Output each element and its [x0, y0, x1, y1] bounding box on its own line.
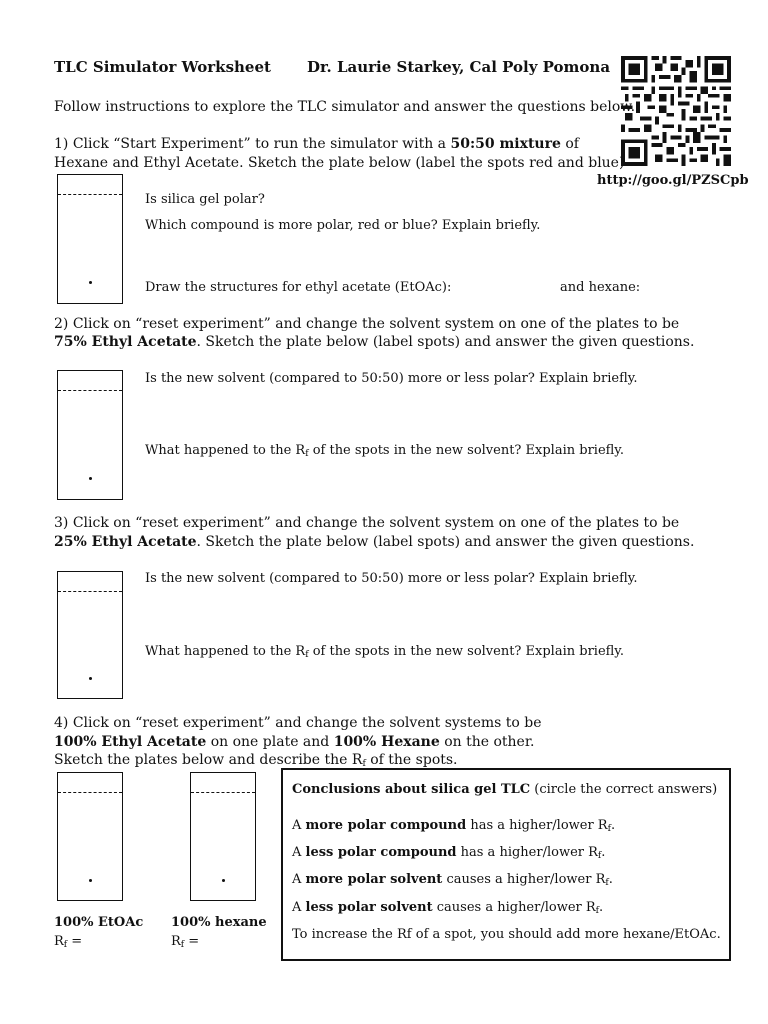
q4-line3: Sketch the plates below and describe the $R_f$ of the spots. — [54, 752, 458, 769]
q2-ask-polarity: Is the new solvent (compared to 50:50) more or less polar? Explain briefly. — [145, 371, 638, 386]
q1-ask-hexane: and hexane: — [560, 280, 641, 295]
plate-label-etoac: 100% EtOAc — [54, 915, 144, 930]
conclusions-box — [281, 768, 731, 961]
origin-spot — [222, 879, 225, 882]
qr-url[interactable]: http://goo.gl/PZSCpb — [597, 173, 749, 188]
solvent-front — [191, 792, 255, 793]
solvent-front — [58, 591, 122, 592]
rf-answer-etoac: $R_f$ = — [54, 934, 83, 950]
conclusion-item[interactable]: To increase the Rf of a spot, you should add more hexane/EtOAc. — [292, 927, 721, 942]
q2-line2: 75% Ethyl Acetate. Sketch the plate below (label spots) and answer the given questions. — [54, 334, 695, 350]
author-line: Dr. Laurie Starkey, Cal Poly Pomona — [307, 58, 611, 76]
qr-code[interactable] — [621, 56, 731, 166]
conclusion-item[interactable]: A more polar compound has a higher/lower $R_f$. — [292, 818, 616, 834]
q1-ask-silica: Is silica gel polar? — [145, 192, 265, 207]
tlc-plate-q3[interactable] — [57, 571, 123, 699]
worksheet-title: TLC Simulator Worksheet — [54, 58, 271, 76]
origin-spot — [89, 281, 92, 284]
q1-ask-polar: Which compound is more polar, red or blue? Explain briefly. — [145, 218, 541, 233]
q2-line1: 2) Click on “reset experiment” and change the solvent system on one of the plates to be — [54, 316, 680, 332]
rf-answer-hexane: $R_f$ = — [171, 934, 200, 950]
tlc-plate-q2[interactable] — [57, 370, 123, 500]
tlc-plate-etoac[interactable] — [57, 772, 123, 901]
plate-label-hexane: 100% hexane — [171, 915, 267, 930]
origin-spot — [89, 879, 92, 882]
tlc-plate-q1[interactable] — [57, 174, 123, 304]
q3-line1: 3) Click on “reset experiment” and change the solvent system on one of the plates to be — [54, 515, 680, 531]
q3-ask-rf: What happened to the $R_f$ of the spots in the new solvent? Explain briefly. — [145, 644, 625, 660]
q3-line2: 25% Ethyl Acetate. Sketch the plate below (label spots) and answer the given questions. — [54, 534, 695, 550]
solvent-front — [58, 792, 122, 793]
q1-ask-structures: Draw the structures for ethyl acetate (EtOAc): — [145, 280, 452, 295]
origin-spot — [89, 477, 92, 480]
q4-line2: 100% Ethyl Acetate on one plate and 100% Hexane on the other. — [54, 734, 535, 750]
conclusion-item[interactable]: A less polar solvent causes a higher/lower $R_f$. — [292, 900, 604, 916]
origin-spot — [89, 677, 92, 680]
q2-ask-rf: What happened to the $R_f$ of the spots in the new solvent? Explain briefly. — [145, 443, 625, 459]
q1-line1: 1) Click “Start Experiment” to run the simulator with a 50:50 mixture of — [54, 136, 579, 152]
intro-text: Follow instructions to explore the TLC simulator and answer the questions below. — [54, 99, 636, 115]
q4-line1: 4) Click on “reset experiment” and change the solvent systems to be — [54, 715, 542, 731]
solvent-front — [58, 390, 122, 391]
tlc-plate-hexane[interactable] — [190, 772, 256, 901]
conclusion-item[interactable]: A more polar solvent causes a higher/lower $R_f$. — [292, 872, 613, 888]
q3-ask-polarity: Is the new solvent (compared to 50:50) more or less polar? Explain briefly. — [145, 571, 638, 586]
q1-line2: Hexane and Ethyl Acetate. Sketch the plate below (label the spots red and blue) — [54, 155, 625, 171]
conclusion-item[interactable]: A less polar compound has a higher/lower $R_f$. — [292, 845, 606, 861]
solvent-front — [58, 194, 122, 195]
conclusions-title: Conclusions about silica gel TLC (circle the correct answers) — [292, 782, 718, 797]
